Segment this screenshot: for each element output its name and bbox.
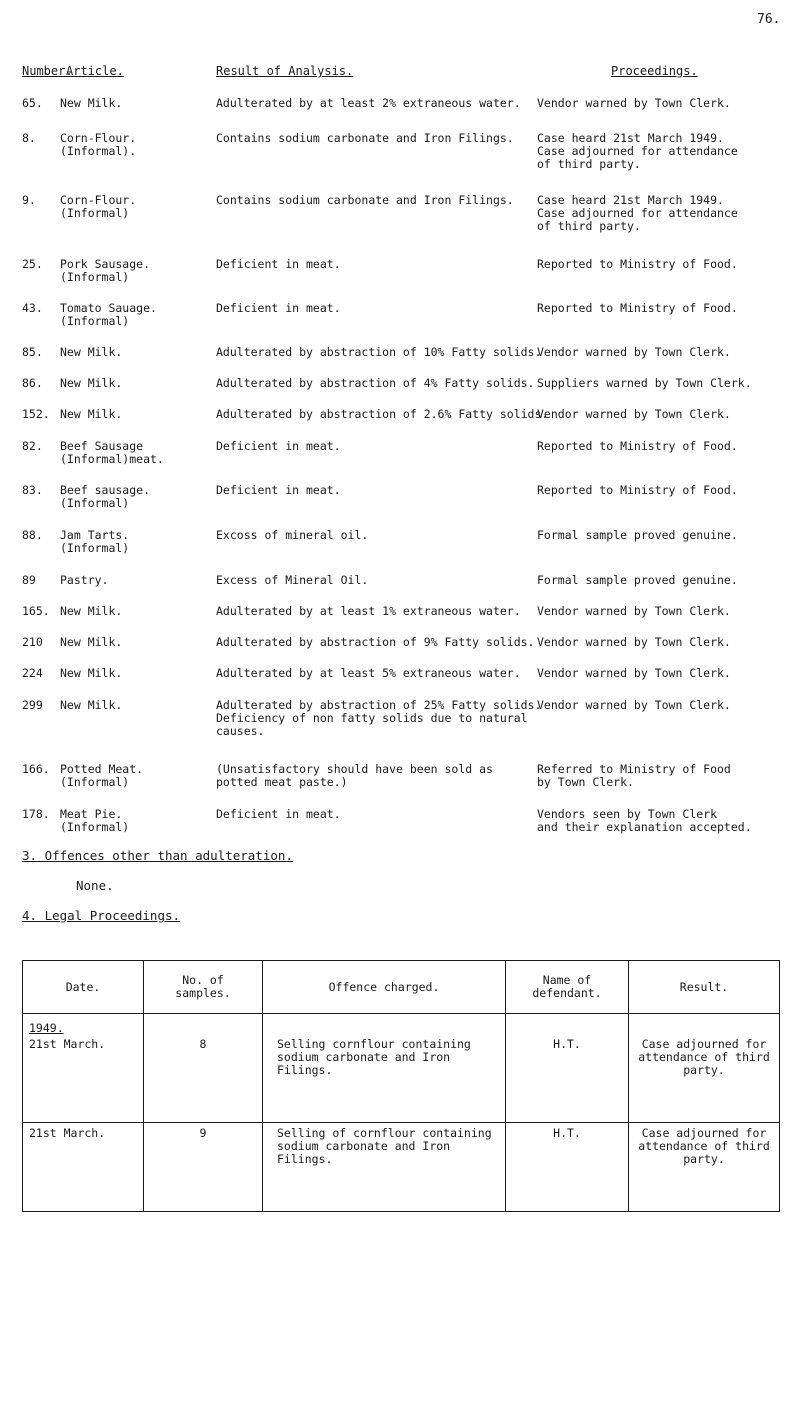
row-number: 210 xyxy=(22,635,43,649)
row-result: Deficient in meat. xyxy=(216,483,341,497)
row-article: New Milk. xyxy=(60,666,123,680)
row-result: Adulterated by at least 5% extraneous water. xyxy=(216,666,521,680)
row-number: 25. xyxy=(22,257,43,271)
row-number: 82. xyxy=(22,439,43,453)
row-proceedings: Reported to Ministry of Food. xyxy=(537,439,738,453)
row-number: 89 xyxy=(22,573,36,587)
row-proceedings: Vendors seen by Town Clerk and their explanation accepted. xyxy=(537,807,752,834)
row-proceedings: Vendor warned by Town Clerk. xyxy=(537,345,731,359)
legal-table-header-row xyxy=(23,961,780,1014)
section-3-body: None. xyxy=(76,878,114,893)
legal-offence: Selling of cornflour containing sodium carbonate and Iron Filings. xyxy=(263,1123,506,1212)
row-result: Deficient in meat. xyxy=(216,301,341,315)
legal-samples: 8 xyxy=(144,1014,263,1123)
row-result: Excoss of mineral oil. xyxy=(216,528,369,542)
row-proceedings: Reported to Ministry of Food. xyxy=(537,257,738,271)
row-article: Corn-Flour. (Informal) xyxy=(60,193,137,220)
legal-header-offence: Offence charged. xyxy=(263,961,506,1014)
legal-header-samples: No. of samples. xyxy=(144,961,263,1014)
row-number: 178. xyxy=(22,807,50,821)
legal-proceedings-table xyxy=(22,960,780,1212)
row-article: Pork Sausage. (Informal) xyxy=(60,257,151,284)
row-proceedings: Reported to Ministry of Food. xyxy=(537,301,738,315)
row-number: 166. xyxy=(22,762,50,776)
legal-table-row xyxy=(23,1014,780,1123)
row-number: 65. xyxy=(22,96,43,110)
row-proceedings: Formal sample proved genuine. xyxy=(537,573,738,587)
row-result: Excess of Mineral Oil. xyxy=(216,573,369,587)
row-number: 86. xyxy=(22,376,43,390)
row-proceedings: Reported to Ministry of Food. xyxy=(537,483,738,497)
row-article: Beef Sausage (Informal)meat. xyxy=(60,439,164,466)
legal-samples: 9 xyxy=(144,1123,263,1212)
legal-offence: Selling cornflour containing sodium carbonate and Iron Filings. xyxy=(263,1014,506,1123)
row-proceedings: Vendor warned by Town Clerk. xyxy=(537,407,731,421)
legal-date: 21st March. xyxy=(29,1037,106,1051)
row-article: New Milk. xyxy=(60,96,123,110)
row-number: 83. xyxy=(22,483,43,497)
row-number: 152. xyxy=(22,407,50,421)
page-number: 76. xyxy=(757,12,781,27)
row-article: New Milk. xyxy=(60,407,123,421)
legal-header-defendant: Name of defendant. xyxy=(506,961,629,1014)
legal-year: 1949. xyxy=(29,1021,64,1035)
row-result: Adulterated by abstraction of 10% Fatty solids. xyxy=(216,345,542,359)
row-article: Corn-Flour. (Informal). xyxy=(60,131,137,158)
header-proceedings: Proceedings. xyxy=(611,64,698,78)
row-article: Jam Tarts. (Informal) xyxy=(60,528,130,555)
row-result: Adulterated by abstraction of 25% Fatty solids. Deficiency of non fatty solids due to natural causes. xyxy=(216,698,542,738)
legal-date: 21st March. xyxy=(23,1123,144,1212)
row-number: 299 xyxy=(22,698,43,712)
row-proceedings: Suppliers warned by Town Clerk. xyxy=(537,376,752,390)
row-proceedings: Vendor warned by Town Clerk. xyxy=(537,698,731,712)
row-result: (Unsatisfactory should have been sold as potted meat paste.) xyxy=(216,762,493,789)
row-article: New Milk. xyxy=(60,635,123,649)
row-article: Potted Meat. (Informal) xyxy=(60,762,144,789)
row-result: Deficient in meat. xyxy=(216,257,341,271)
row-result: Deficient in meat. xyxy=(216,439,341,453)
section-3-title: 3. Offences other than adulteration. xyxy=(22,848,293,863)
legal-table-row xyxy=(23,1123,780,1212)
row-result: Contains sodium carbonate and Iron Filings. xyxy=(216,131,514,145)
row-article: New Milk. xyxy=(60,345,123,359)
row-proceedings: Vendor warned by Town Clerk. xyxy=(537,96,731,110)
row-result: Adulterated by at least 1% extraneous water. xyxy=(216,604,521,618)
legal-header-result: Result. xyxy=(629,961,780,1014)
row-proceedings: Vendor warned by Town Clerk. xyxy=(537,666,731,680)
row-article: Pastry. xyxy=(60,573,109,587)
row-result: Adulterated by abstraction of 4% Fatty solids. xyxy=(216,376,535,390)
row-number: 8. xyxy=(22,131,36,145)
row-article: Beef sausage. (Informal) xyxy=(60,483,151,510)
row-number: 43. xyxy=(22,301,43,315)
row-article: Meat Pie. (Informal) xyxy=(60,807,130,834)
row-article: New Milk. xyxy=(60,698,123,712)
row-result: Adulterated by abstraction of 9% Fatty solids. xyxy=(216,635,535,649)
row-article: New Milk. xyxy=(60,376,123,390)
row-number: 9. xyxy=(22,193,36,207)
row-proceedings: Formal sample proved genuine. xyxy=(537,528,738,542)
legal-date-cell xyxy=(23,1014,144,1123)
legal-result: Case adjourned for attendance of third party. xyxy=(629,1123,780,1212)
row-proceedings: Vendor warned by Town Clerk. xyxy=(537,604,731,618)
row-proceedings: Case heard 21st March 1949. Case adjourned for attendance of third party. xyxy=(537,193,738,233)
header-result: Result of Analysis. xyxy=(216,64,354,78)
row-result: Deficient in meat. xyxy=(216,807,341,821)
row-article: Tomato Sauage. (Informal) xyxy=(60,301,157,328)
row-number: 88. xyxy=(22,528,43,542)
row-article: New Milk. xyxy=(60,604,123,618)
row-proceedings: Vendor warned by Town Clerk. xyxy=(537,635,731,649)
row-result: Adulterated by abstraction of 2.6% Fatty solids. xyxy=(216,407,549,421)
row-number: 85. xyxy=(22,345,43,359)
legal-result: Case adjourned for attendance of third party. xyxy=(629,1014,780,1123)
row-number: 165. xyxy=(22,604,50,618)
legal-defendant: H.T. xyxy=(506,1123,629,1212)
row-proceedings: Case heard 21st March 1949. Case adjourned for attendance of third party. xyxy=(537,131,738,171)
legal-header-date: Date. xyxy=(23,961,144,1014)
header-article: Article. xyxy=(66,64,124,78)
row-result: Contains sodium carbonate and Iron Filings. xyxy=(216,193,514,207)
row-number: 224 xyxy=(22,666,43,680)
row-proceedings: Referred to Ministry of Food by Town Clerk. xyxy=(537,762,731,789)
legal-defendant: H.T. xyxy=(506,1014,629,1123)
section-4-title: 4. Legal Proceedings. xyxy=(22,908,181,923)
header-number: Number. xyxy=(22,64,73,78)
row-result: Adulterated by at least 2% extraneous water. xyxy=(216,96,521,110)
